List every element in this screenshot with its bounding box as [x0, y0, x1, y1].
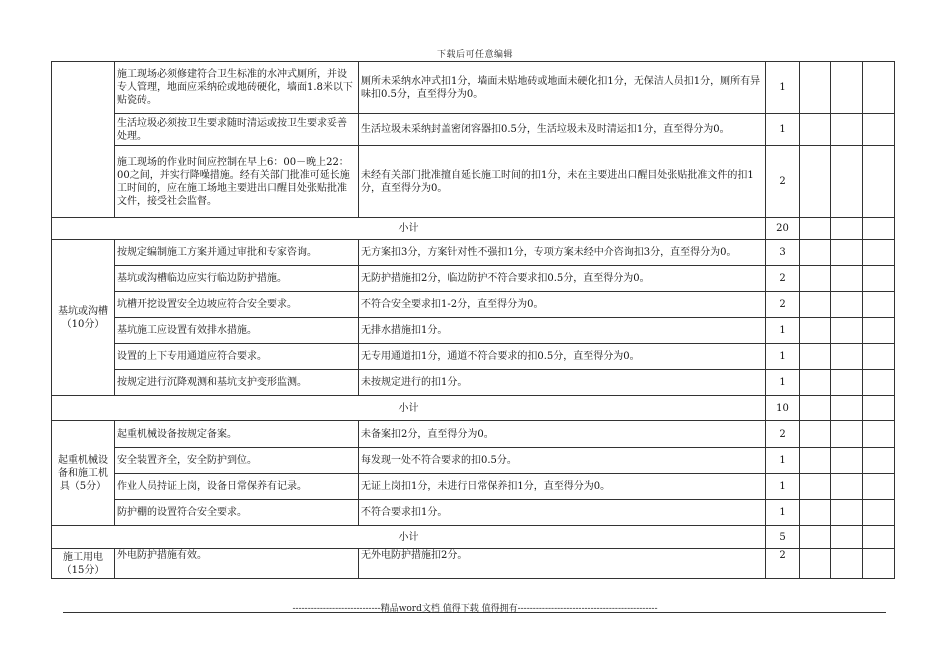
subtotal-label: 小计 — [52, 526, 766, 549]
score-cell: 2 — [766, 292, 800, 318]
table-row — [52, 500, 895, 526]
requirement-cell: 作业人员持证上岗，设备日常保养有记录。 — [115, 474, 359, 500]
score-cell: 2 — [766, 266, 800, 292]
table-row — [52, 474, 895, 500]
deduction-cell: 不符合要求扣1分。 — [359, 500, 766, 526]
table-row — [52, 114, 895, 146]
deduction-cell: 未经有关部门批准擅自延长施工时间的扣1分，未在主要进出口醒目处张贴批准文件的扣1分，直至得分为0。 — [359, 146, 766, 218]
deduction-cell: 无证上岗扣1分，未进行日常保养扣1分，直至得分为0。 — [359, 474, 766, 500]
footer-text: -----------------------------精品word文档 值得下载 值得拥有---------------------------------------------- — [292, 604, 658, 614]
table-row — [52, 292, 895, 318]
table-row — [52, 266, 895, 292]
deduction-cell: 未备案扣2分，直至得分为0。 — [359, 421, 766, 448]
score-cell: 1 — [766, 370, 800, 396]
footer-divider — [63, 612, 886, 613]
inspection-score-table — [51, 61, 895, 579]
score-cell: 2 — [766, 146, 800, 218]
deduction-cell: 未按规定进行的扣1分。 — [359, 370, 766, 396]
table-row — [52, 318, 895, 344]
score-cell: 1 — [766, 474, 800, 500]
header-note: 下载后可任意编辑 — [436, 50, 513, 60]
requirement-cell: 坑槽开挖设置安全边坡应符合安全要求。 — [115, 292, 359, 318]
deduction-cell: 厕所未采纳水冲式扣1分，墙面未贴地砖或地面未硬化扣1分，无保洁人员扣1分，厕所有异味扣0.5分，直至得分为0。 — [359, 62, 766, 114]
requirement-cell: 按规定进行沉降观测和基坑支护变形监测。 — [115, 370, 359, 396]
table-row — [52, 370, 895, 396]
score-cell: 2 — [766, 421, 800, 448]
subtotal-row — [52, 526, 895, 549]
table-row — [52, 146, 895, 218]
score-cell: 1 — [766, 114, 800, 146]
requirement-cell: 外电防护措施有效。 — [115, 549, 359, 579]
score-cell: 1 — [766, 344, 800, 370]
deduction-cell: 不符合安全要求扣1-2分，直至得分为0。 — [359, 292, 766, 318]
table-row — [52, 344, 895, 370]
deduction-cell: 无外电防护措施扣2分。 — [359, 549, 766, 579]
category-cell — [52, 62, 115, 218]
deduction-cell: 每发现一处不符合要求的扣0.5分。 — [359, 448, 766, 474]
subtotal-label: 小计 — [52, 396, 766, 421]
requirement-cell: 防护棚的设置符合安全要求。 — [115, 500, 359, 526]
subtotal-value: 20 — [766, 218, 800, 240]
score-cell: 1 — [766, 500, 800, 526]
requirement-cell: 施工现场的作业时间应控制在早上6：00－晚上22：00之间，并实行降噪措施。经有关部门批准可延长施工时间的，应在施工场地主要进出口醒目处张贴批准文件，接受社会监督。 — [115, 146, 359, 218]
subtotal-row — [52, 396, 895, 421]
table-row — [52, 448, 895, 474]
requirement-cell: 基坑施工应设置有效排水措施。 — [115, 318, 359, 344]
deduction-cell: 无排水措施扣1分。 — [359, 318, 766, 344]
subtotal-value: 10 — [766, 396, 800, 421]
deduction-cell: 无专用通道扣1分，通道不符合要求的扣0.5分，直至得分为0。 — [359, 344, 766, 370]
score-cell: 3 — [766, 240, 800, 266]
category-cell: 施工用电（15分） — [52, 549, 115, 579]
requirement-cell: 生活垃圾必须按卫生要求随时清运或按卫生要求妥善处理。 — [115, 114, 359, 146]
subtotal-row — [52, 218, 895, 240]
requirement-cell: 按规定编制施工方案并通过审批和专家咨询。 — [115, 240, 359, 266]
score-cell: 2 — [766, 549, 800, 579]
deduction-cell: 生活垃圾未采纳封盖密闭容器扣0.5分，生活垃圾未及时清运扣1分，直至得分为0。 — [359, 114, 766, 146]
subtotal-label: 小计 — [52, 218, 766, 240]
category-cell: 基坑或沟槽（10分） — [52, 240, 115, 396]
requirement-cell: 安全装置齐全，安全防护到位。 — [115, 448, 359, 474]
table-row — [52, 421, 895, 448]
requirement-cell: 起重机械设备按规定备案。 — [115, 421, 359, 448]
score-cell: 1 — [766, 62, 800, 114]
requirement-cell: 施工现场必须修建符合卫生标准的水冲式厕所，并设专人管理，地面应采纳砼或地砖硬化，墙面1.8米以下贴瓷砖。 — [115, 62, 359, 114]
requirement-cell: 设置的上下专用通道应符合要求。 — [115, 344, 359, 370]
deduction-cell: 无方案扣3分，方案针对性不强扣1分，专项方案未经中介咨询扣3分，直至得分为0。 — [359, 240, 766, 266]
table-row — [52, 62, 895, 114]
subtotal-value: 5 — [766, 526, 800, 549]
table-row — [52, 549, 895, 579]
category-cell: 起重机械设备和施工机具（5分） — [52, 421, 115, 526]
score-cell: 1 — [766, 448, 800, 474]
score-cell: 1 — [766, 318, 800, 344]
deduction-cell: 无防护措施扣2分，临边防护不符合要求扣0.5分，直至得分为0。 — [359, 266, 766, 292]
requirement-cell: 基坑或沟槽临边应实行临边防护措施。 — [115, 266, 359, 292]
table-row — [52, 240, 895, 266]
